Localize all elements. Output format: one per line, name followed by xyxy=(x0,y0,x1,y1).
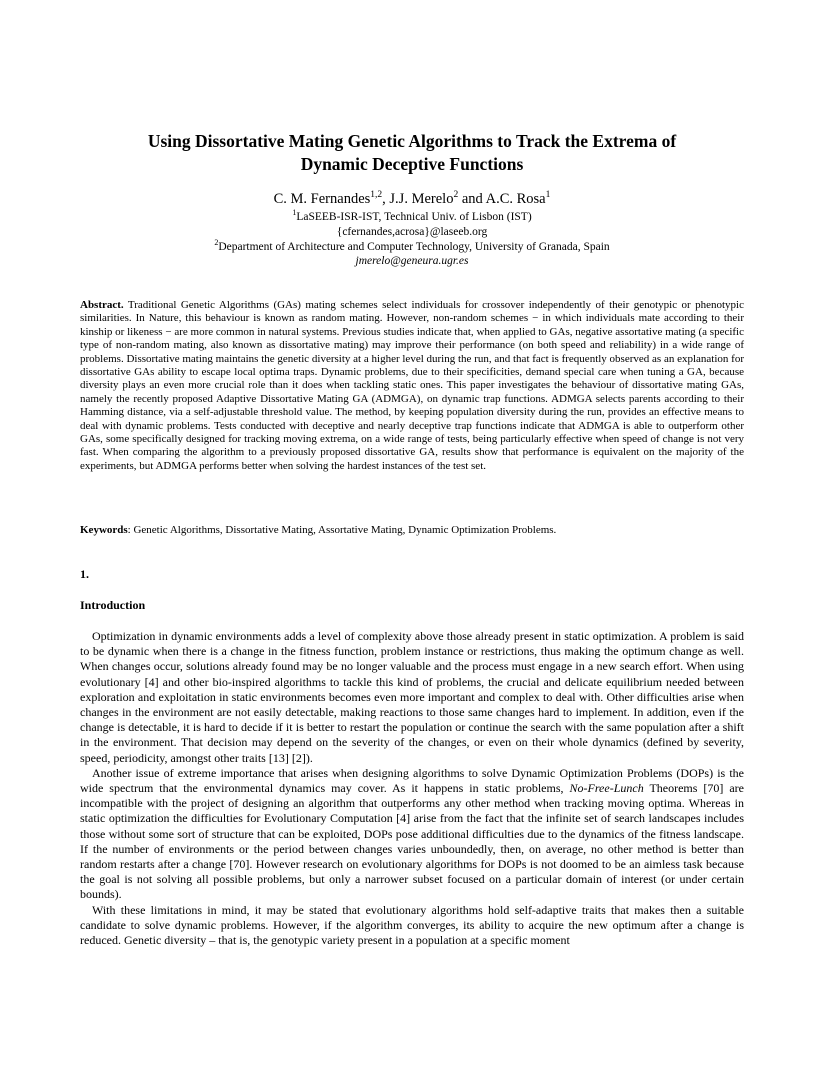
author-list xyxy=(80,190,744,208)
paragraph-text: Another issue of extreme importance that arises when designing algorithms to solve Dynamic Optimization Problems (DOPs) is the wide spectrum that the environmental dynamics may cover. As it happens in static problems, xyxy=(80,765,744,796)
paragraph-text: Theorems [70] are incompatible with the project of designing an algorithm that outperforms any other method when tracking moving optima. Whereas in static optimization the difficulties for Evolutionary Computation [4] arise from the fact that the infinite set of search landscapes includes those without some sort of structure that can be exploited, DOPs pose additional difficulties due to the dynamics of the fitness landscape. If the number of environments or the period between changes varies unboundedly, then, on average, no other method is better than random restarts after a change [70]. However research on evolutionary algorithms for DOPs is not doomed to be an aimless task because the goal is not solving all possible problems, but only a narrower subset focused on a particular domain of interest (or under certain bounds). xyxy=(80,781,745,902)
author-separator: and xyxy=(458,191,486,207)
author-affiliation-mark: 1,2 xyxy=(370,190,383,201)
keywords-label: Keywords xyxy=(80,524,128,536)
title-line-2: Dynamic Deceptive Functions xyxy=(300,154,524,174)
affiliation-mark: 1 xyxy=(292,208,297,218)
affiliation-2-email: jmerelo@geneura.ugr.es xyxy=(355,255,469,267)
author-name: C. M. Fernandes xyxy=(273,191,371,207)
paragraph xyxy=(80,766,744,903)
affiliation-mark: 2 xyxy=(214,238,219,248)
title-line-1: Using Dissortative Mating Genetic Algorithms to Track the Extrema of xyxy=(147,131,677,151)
affiliation-name: LaSEEB-ISR-IST, Technical Univ. of Lisbon (IST) xyxy=(296,211,532,223)
keywords xyxy=(80,524,744,537)
author-affiliation-mark: 2 xyxy=(453,190,459,201)
author-name: J.J. Merelo xyxy=(389,191,454,207)
paragraph: Optimization in dynamic environments adds a level of complexity above those already present in static optimization. A problem is said to be dynamic when there is a change in the fitness function, problem instance or restrictions, thus making the optimum change as well. When changes occur, solutions already found may be no longer valuable and the process must engage in a new search effort. When using evolutionary [4] and other bio-inspired algorithms to tackle this kind of problems, the crucial and delicate equilibrium needed between exploration and exploitation in static environments becomes even more important and complex to deal with. Other difficulties arise when changes in the environment are not easily detectable, making reactions to those same changes hard to implement. In addition, even if the change is detectable, it is hard to decide if it is better to restart the population or continue the search with the same population after a shift in the environment. That decision may depend on the severity of the changes, or even on their whole dynamics (defined by severity, speed, periodicity, amongst other traits [13] [2]). xyxy=(80,629,744,765)
affiliation-2 xyxy=(80,240,744,254)
abstract-label: Abstract. xyxy=(80,299,124,311)
affiliation-1-email: {cfernandes,acrosa}@laseeb.org xyxy=(336,226,488,238)
affiliation-1 xyxy=(80,210,744,224)
abstract-text: Traditional Genetic Algorithms (GAs) mating schemes select individuals for crossover independently of their genotypic or phenotypic similarities. In Nature, this behaviour is known as random mating. However, non-random schemes − in which individuals mate according to their kinship or likeness − are more common in natural systems. Previous studies indicate that, when applied to GAs, negative assortative mating (a specific type of non-random mating, also known as dissortative mating) may improve their performance (on both speed and reliability) in a wide range of problems. Dissortative mating maintains the genetic diversity at a higher level during the run, and that fact is frequently observed as an explanation for dissortative GAs ability to escape local optima traps. Dynamic problems, due to their specificities, demand special care when tuning a GA, because diversity plays an even more crucial role than it does when tackling static ones. This paper investigates the behaviour of dissortative mating GAs, namely the recently proposed Adaptive Dissortative Mating GA (ADMGA), on dynamic trap functions. ADMGA selects parents according to their Hamming distance, via a self-adjustable threshold value. The method, by keeping population diversity during the run, provides an effective means to deal with dynamic problems. Tests conducted with deceptive and nearly deceptive trap functions indicate that ADMGA is able to outperform other GAs, some specifically designed for tracking moving extrema, on a wide range of tests, being particularly effective when speed of change is not very fast. When comparing the algorithm to a previously proposed dissortative GA, results show that performance is equivalent on the majority of the experiments, but ADMGA performs better when solving the hardest instances of the test set. xyxy=(80,299,744,472)
paragraph-emphasis: No-Free-Lunch xyxy=(569,781,644,796)
abstract xyxy=(80,299,744,473)
author-separator: , xyxy=(382,191,390,207)
keywords-text: : Genetic Algorithms, Dissortative Mating, Assortative Mating, Dynamic Optimization Problems. xyxy=(127,524,557,536)
affiliation-name: Department of Architecture and Computer Technology, University of Granada, Spain xyxy=(218,241,610,253)
author-affiliation-mark: 1 xyxy=(545,190,551,201)
author-name: A.C. Rosa xyxy=(485,191,546,207)
paragraph: With these limitations in mind, it may be stated that evolutionary algorithms hold self-adaptive traits that makes then a suitable candidate to solve dynamic problems. However, if the algorithm converges, its ability to acquire the new optimum after a change is reduced. Genetic diversity – that is, the genotypic variety present in a population at a specific moment xyxy=(80,902,744,948)
paper-title xyxy=(80,130,744,176)
section-title: Introduction xyxy=(80,598,146,612)
body-text xyxy=(80,629,744,948)
section-number: 1. xyxy=(80,567,89,581)
